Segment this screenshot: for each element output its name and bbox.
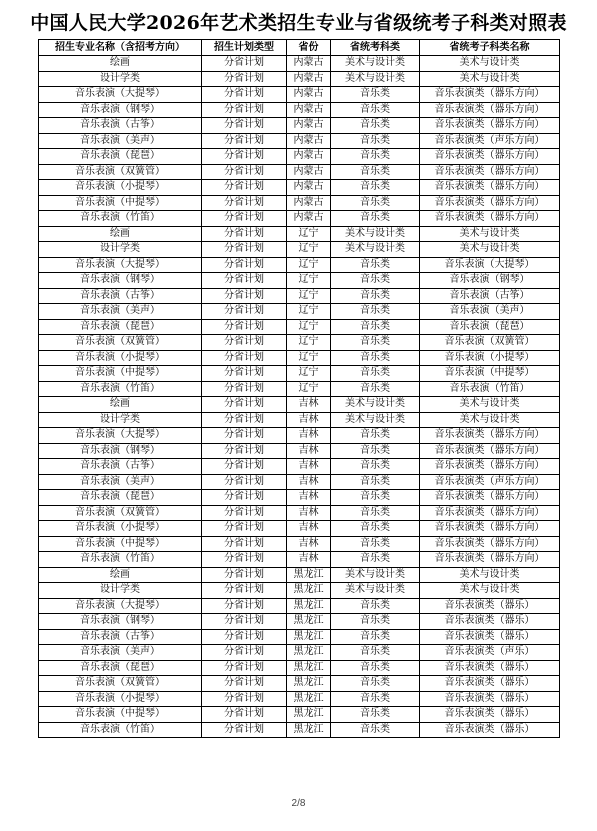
cell-major: 音乐表演（中提琴） xyxy=(39,195,202,211)
cell-exam-category: 美术与设计类 xyxy=(331,583,420,599)
cell-province: 吉林 xyxy=(287,412,331,428)
cell-major: 音乐表演（竹笛） xyxy=(39,722,202,738)
cell-exam-subcategory: 美术与设计类 xyxy=(420,226,560,242)
cell-exam-category: 音乐类 xyxy=(331,614,420,630)
cell-exam-category: 音乐类 xyxy=(331,149,420,165)
cell-exam-category: 音乐类 xyxy=(331,273,420,289)
cell-exam-category: 音乐类 xyxy=(331,722,420,738)
cell-province: 黑龙江 xyxy=(287,583,331,599)
table-row xyxy=(39,87,560,103)
cell-exam-category: 音乐类 xyxy=(331,319,420,335)
cell-plan-type: 分省计划 xyxy=(202,288,287,304)
cell-major: 音乐表演（双簧管） xyxy=(39,676,202,692)
cell-major: 设计学类 xyxy=(39,583,202,599)
table-row xyxy=(39,71,560,87)
cell-exam-category: 音乐类 xyxy=(331,164,420,180)
page-title: 中国人民大学2026年艺术类招生专业与省级统考子科类对照表 xyxy=(30,12,567,34)
cell-major: 音乐表演（小提琴） xyxy=(39,691,202,707)
table-row xyxy=(39,567,560,583)
cell-exam-category: 音乐类 xyxy=(331,180,420,196)
cell-plan-type: 分省计划 xyxy=(202,567,287,583)
cell-major: 设计学类 xyxy=(39,242,202,258)
table-row xyxy=(39,490,560,506)
cell-exam-subcategory: 音乐表演类（器乐方向） xyxy=(420,505,560,521)
cell-plan-type: 分省计划 xyxy=(202,660,287,676)
cell-major: 音乐表演（古筝） xyxy=(39,459,202,475)
cell-exam-category: 音乐类 xyxy=(331,676,420,692)
cell-exam-subcategory: 音乐表演类（器乐方向） xyxy=(420,118,560,134)
cell-exam-category: 音乐类 xyxy=(331,211,420,227)
cell-plan-type: 分省计划 xyxy=(202,242,287,258)
cell-province: 黑龙江 xyxy=(287,645,331,661)
cell-exam-subcategory: 音乐表演类（声乐方向） xyxy=(420,133,560,149)
cell-exam-category: 美术与设计类 xyxy=(331,242,420,258)
table-row xyxy=(39,598,560,614)
table-row xyxy=(39,614,560,630)
cell-major: 音乐表演（双簧管） xyxy=(39,335,202,351)
cell-exam-subcategory: 音乐表演类（器乐） xyxy=(420,691,560,707)
cell-exam-subcategory: 音乐表演类（器乐方向） xyxy=(420,180,560,196)
cell-plan-type: 分省计划 xyxy=(202,521,287,537)
cell-exam-subcategory: 音乐表演（古筝） xyxy=(420,288,560,304)
cell-plan-type: 分省计划 xyxy=(202,102,287,118)
table-row xyxy=(39,149,560,165)
cell-province: 黑龙江 xyxy=(287,660,331,676)
cell-major: 音乐表演（钢琴） xyxy=(39,614,202,630)
table-row xyxy=(39,242,560,258)
cell-plan-type: 分省计划 xyxy=(202,56,287,72)
cell-exam-subcategory: 音乐表演类（器乐方向） xyxy=(420,195,560,211)
cell-major: 音乐表演（古筝） xyxy=(39,118,202,134)
cell-plan-type: 分省计划 xyxy=(202,583,287,599)
cell-province: 内蒙古 xyxy=(287,149,331,165)
table-row xyxy=(39,629,560,645)
table-row xyxy=(39,722,560,738)
header-province: 省份 xyxy=(287,40,331,56)
cell-exam-subcategory: 音乐表演类（器乐） xyxy=(420,660,560,676)
table-row xyxy=(39,583,560,599)
cell-province: 辽宁 xyxy=(287,350,331,366)
cell-exam-category: 音乐类 xyxy=(331,645,420,661)
cell-province: 吉林 xyxy=(287,428,331,444)
table-row xyxy=(39,350,560,366)
cell-exam-subcategory: 音乐表演类（器乐方向） xyxy=(420,536,560,552)
cell-province: 辽宁 xyxy=(287,381,331,397)
cell-exam-category: 音乐类 xyxy=(331,521,420,537)
cell-major: 音乐表演（钢琴） xyxy=(39,273,202,289)
cell-exam-subcategory: 音乐表演（双簧管） xyxy=(420,335,560,351)
cell-province: 吉林 xyxy=(287,521,331,537)
cell-major: 音乐表演（美声） xyxy=(39,133,202,149)
table-row xyxy=(39,304,560,320)
cell-exam-category: 音乐类 xyxy=(331,87,420,103)
table-row xyxy=(39,180,560,196)
cell-province: 黑龙江 xyxy=(287,722,331,738)
cell-plan-type: 分省计划 xyxy=(202,257,287,273)
cell-province: 黑龙江 xyxy=(287,691,331,707)
cell-province: 辽宁 xyxy=(287,257,331,273)
cell-major: 音乐表演（琵琶） xyxy=(39,319,202,335)
cell-exam-subcategory: 音乐表演类（器乐方向） xyxy=(420,521,560,537)
table-row xyxy=(39,226,560,242)
cell-exam-category: 音乐类 xyxy=(331,552,420,568)
table-body xyxy=(39,56,560,738)
cell-plan-type: 分省计划 xyxy=(202,211,287,227)
cell-province: 辽宁 xyxy=(287,226,331,242)
cell-plan-type: 分省计划 xyxy=(202,490,287,506)
cell-major: 音乐表演（小提琴） xyxy=(39,521,202,537)
cell-exam-subcategory: 音乐表演（大提琴） xyxy=(420,257,560,273)
cell-province: 黑龙江 xyxy=(287,676,331,692)
cell-province: 辽宁 xyxy=(287,288,331,304)
cell-exam-subcategory: 音乐表演类（器乐方向） xyxy=(420,552,560,568)
cell-province: 内蒙古 xyxy=(287,211,331,227)
table-row xyxy=(39,211,560,227)
cell-major: 音乐表演（中提琴） xyxy=(39,536,202,552)
cell-plan-type: 分省计划 xyxy=(202,381,287,397)
cell-exam-subcategory: 音乐表演类（器乐方向） xyxy=(420,459,560,475)
header-exam-subcategory: 省统考子科类名称 xyxy=(420,40,560,56)
cell-province: 内蒙古 xyxy=(287,164,331,180)
cell-exam-category: 音乐类 xyxy=(331,459,420,475)
cell-exam-subcategory: 音乐表演类（器乐） xyxy=(420,629,560,645)
cell-exam-category: 美术与设计类 xyxy=(331,397,420,413)
cell-exam-category: 音乐类 xyxy=(331,660,420,676)
cell-province: 吉林 xyxy=(287,459,331,475)
cell-major: 音乐表演（中提琴） xyxy=(39,707,202,723)
cell-exam-subcategory: 美术与设计类 xyxy=(420,567,560,583)
cell-plan-type: 分省计划 xyxy=(202,226,287,242)
cell-plan-type: 分省计划 xyxy=(202,428,287,444)
table-row xyxy=(39,397,560,413)
cell-plan-type: 分省计划 xyxy=(202,707,287,723)
cell-province: 吉林 xyxy=(287,490,331,506)
cell-province: 吉林 xyxy=(287,505,331,521)
cell-exam-category: 美术与设计类 xyxy=(331,71,420,87)
cell-major: 音乐表演（双簧管） xyxy=(39,164,202,180)
cell-plan-type: 分省计划 xyxy=(202,505,287,521)
table-row xyxy=(39,474,560,490)
cell-exam-category: 音乐类 xyxy=(331,629,420,645)
cell-exam-subcategory: 美术与设计类 xyxy=(420,56,560,72)
table-row xyxy=(39,273,560,289)
cell-major: 音乐表演（钢琴） xyxy=(39,102,202,118)
cell-major: 设计学类 xyxy=(39,412,202,428)
cell-exam-subcategory: 音乐表演（中提琴） xyxy=(420,366,560,382)
cell-plan-type: 分省计划 xyxy=(202,149,287,165)
cell-major: 绘画 xyxy=(39,56,202,72)
cell-major: 音乐表演（竹笛） xyxy=(39,381,202,397)
cell-exam-category: 美术与设计类 xyxy=(331,567,420,583)
cell-plan-type: 分省计划 xyxy=(202,180,287,196)
cell-exam-category: 音乐类 xyxy=(331,598,420,614)
cell-plan-type: 分省计划 xyxy=(202,397,287,413)
cell-major: 音乐表演（琵琶） xyxy=(39,660,202,676)
cell-major: 音乐表演（大提琴） xyxy=(39,87,202,103)
cell-exam-subcategory: 音乐表演类（器乐） xyxy=(420,676,560,692)
cell-major: 音乐表演（竹笛） xyxy=(39,552,202,568)
cell-province: 辽宁 xyxy=(287,335,331,351)
cell-plan-type: 分省计划 xyxy=(202,319,287,335)
cell-province: 内蒙古 xyxy=(287,87,331,103)
cell-province: 辽宁 xyxy=(287,319,331,335)
cell-province: 黑龙江 xyxy=(287,598,331,614)
cell-plan-type: 分省计划 xyxy=(202,195,287,211)
cell-plan-type: 分省计划 xyxy=(202,614,287,630)
table-row xyxy=(39,505,560,521)
table-row xyxy=(39,660,560,676)
table-row xyxy=(39,443,560,459)
cell-exam-category: 音乐类 xyxy=(331,102,420,118)
cell-exam-category: 音乐类 xyxy=(331,505,420,521)
cell-major: 音乐表演（古筝） xyxy=(39,288,202,304)
comparison-table xyxy=(38,39,560,738)
cell-exam-category: 音乐类 xyxy=(331,707,420,723)
table-row xyxy=(39,536,560,552)
cell-exam-subcategory: 音乐表演类（器乐方向） xyxy=(420,443,560,459)
cell-province: 内蒙古 xyxy=(287,195,331,211)
table-row xyxy=(39,521,560,537)
cell-exam-category: 音乐类 xyxy=(331,691,420,707)
header-plan-type: 招生计划类型 xyxy=(202,40,287,56)
table-row xyxy=(39,366,560,382)
cell-exam-category: 音乐类 xyxy=(331,490,420,506)
cell-province: 辽宁 xyxy=(287,366,331,382)
cell-exam-category: 音乐类 xyxy=(331,474,420,490)
cell-plan-type: 分省计划 xyxy=(202,412,287,428)
cell-plan-type: 分省计划 xyxy=(202,722,287,738)
cell-exam-subcategory: 音乐表演类（器乐方向） xyxy=(420,149,560,165)
cell-exam-subcategory: 音乐表演（竹笛） xyxy=(420,381,560,397)
cell-major: 音乐表演（美声） xyxy=(39,645,202,661)
cell-exam-category: 美术与设计类 xyxy=(331,226,420,242)
cell-province: 吉林 xyxy=(287,536,331,552)
cell-province: 吉林 xyxy=(287,397,331,413)
cell-plan-type: 分省计划 xyxy=(202,536,287,552)
cell-plan-type: 分省计划 xyxy=(202,71,287,87)
page-number: 2/8 xyxy=(291,798,306,809)
cell-province: 内蒙古 xyxy=(287,56,331,72)
cell-plan-type: 分省计划 xyxy=(202,350,287,366)
cell-exam-subcategory: 音乐表演（美声） xyxy=(420,304,560,320)
table-row xyxy=(39,707,560,723)
cell-exam-category: 音乐类 xyxy=(331,443,420,459)
table-row xyxy=(39,195,560,211)
cell-exam-subcategory: 音乐表演类（器乐方向） xyxy=(420,102,560,118)
table-row xyxy=(39,102,560,118)
cell-exam-subcategory: 美术与设计类 xyxy=(420,242,560,258)
cell-plan-type: 分省计划 xyxy=(202,676,287,692)
cell-plan-type: 分省计划 xyxy=(202,366,287,382)
cell-province: 辽宁 xyxy=(287,304,331,320)
cell-plan-type: 分省计划 xyxy=(202,133,287,149)
cell-plan-type: 分省计划 xyxy=(202,552,287,568)
cell-exam-category: 美术与设计类 xyxy=(331,412,420,428)
cell-exam-category: 音乐类 xyxy=(331,335,420,351)
cell-province: 黑龙江 xyxy=(287,614,331,630)
table-row xyxy=(39,335,560,351)
cell-major: 音乐表演（大提琴） xyxy=(39,598,202,614)
table-row xyxy=(39,645,560,661)
cell-exam-subcategory: 音乐表演类（器乐方向） xyxy=(420,428,560,444)
cell-exam-category: 音乐类 xyxy=(331,304,420,320)
cell-exam-category: 音乐类 xyxy=(331,288,420,304)
cell-province: 吉林 xyxy=(287,443,331,459)
cell-exam-category: 音乐类 xyxy=(331,536,420,552)
cell-province: 吉林 xyxy=(287,474,331,490)
cell-major: 音乐表演（琵琶） xyxy=(39,149,202,165)
cell-province: 黑龙江 xyxy=(287,567,331,583)
table-row xyxy=(39,164,560,180)
cell-exam-subcategory: 音乐表演类（器乐） xyxy=(420,598,560,614)
cell-exam-subcategory: 音乐表演类（器乐方向） xyxy=(420,87,560,103)
table-row xyxy=(39,459,560,475)
cell-exam-subcategory: 美术与设计类 xyxy=(420,71,560,87)
cell-major: 音乐表演（大提琴） xyxy=(39,428,202,444)
cell-major: 音乐表演（美声） xyxy=(39,474,202,490)
cell-plan-type: 分省计划 xyxy=(202,459,287,475)
cell-plan-type: 分省计划 xyxy=(202,691,287,707)
cell-plan-type: 分省计划 xyxy=(202,304,287,320)
cell-major: 音乐表演（中提琴） xyxy=(39,366,202,382)
cell-major: 绘画 xyxy=(39,226,202,242)
cell-plan-type: 分省计划 xyxy=(202,335,287,351)
table-row xyxy=(39,412,560,428)
cell-exam-subcategory: 音乐表演类（声乐方向） xyxy=(420,474,560,490)
cell-plan-type: 分省计划 xyxy=(202,598,287,614)
table-row xyxy=(39,288,560,304)
table-row xyxy=(39,428,560,444)
table-row xyxy=(39,133,560,149)
cell-exam-category: 音乐类 xyxy=(331,118,420,134)
cell-province: 内蒙古 xyxy=(287,71,331,87)
cell-exam-category: 音乐类 xyxy=(331,195,420,211)
header-exam-category: 省统考科类 xyxy=(331,40,420,56)
cell-province: 辽宁 xyxy=(287,242,331,258)
cell-exam-category: 音乐类 xyxy=(331,133,420,149)
cell-province: 内蒙古 xyxy=(287,133,331,149)
header-major: 招生专业名称（含招考方向） xyxy=(39,40,202,56)
cell-exam-subcategory: 音乐表演类（器乐） xyxy=(420,707,560,723)
table-row xyxy=(39,552,560,568)
table-header-row xyxy=(39,40,560,56)
cell-exam-subcategory: 美术与设计类 xyxy=(420,412,560,428)
cell-major: 音乐表演（古筝） xyxy=(39,629,202,645)
table-row xyxy=(39,118,560,134)
cell-major: 音乐表演（琵琶） xyxy=(39,490,202,506)
cell-province: 黑龙江 xyxy=(287,707,331,723)
cell-exam-category: 音乐类 xyxy=(331,428,420,444)
cell-plan-type: 分省计划 xyxy=(202,87,287,103)
cell-exam-subcategory: 音乐表演类（器乐方向） xyxy=(420,211,560,227)
cell-exam-category: 音乐类 xyxy=(331,381,420,397)
cell-major: 绘画 xyxy=(39,567,202,583)
cell-plan-type: 分省计划 xyxy=(202,629,287,645)
cell-major: 绘画 xyxy=(39,397,202,413)
cell-plan-type: 分省计划 xyxy=(202,118,287,134)
cell-province: 辽宁 xyxy=(287,273,331,289)
cell-major: 音乐表演（双簧管） xyxy=(39,505,202,521)
cell-exam-subcategory: 音乐表演类（声乐） xyxy=(420,645,560,661)
cell-province: 内蒙古 xyxy=(287,102,331,118)
cell-major: 音乐表演（小提琴） xyxy=(39,180,202,196)
cell-exam-subcategory: 美术与设计类 xyxy=(420,397,560,413)
cell-major: 音乐表演（大提琴） xyxy=(39,257,202,273)
table-row xyxy=(39,676,560,692)
cell-exam-subcategory: 音乐表演（钢琴） xyxy=(420,273,560,289)
cell-province: 黑龙江 xyxy=(287,629,331,645)
cell-province: 内蒙古 xyxy=(287,118,331,134)
cell-exam-subcategory: 美术与设计类 xyxy=(420,583,560,599)
table-row xyxy=(39,319,560,335)
cell-exam-subcategory: 音乐表演（小提琴） xyxy=(420,350,560,366)
cell-province: 吉林 xyxy=(287,552,331,568)
table-row xyxy=(39,257,560,273)
cell-exam-subcategory: 音乐表演类（器乐方向） xyxy=(420,164,560,180)
table-row xyxy=(39,56,560,72)
cell-exam-subcategory: 音乐表演（琵琶） xyxy=(420,319,560,335)
cell-exam-category: 音乐类 xyxy=(331,350,420,366)
cell-exam-category: 音乐类 xyxy=(331,366,420,382)
cell-major: 设计学类 xyxy=(39,71,202,87)
cell-exam-subcategory: 音乐表演类（器乐） xyxy=(420,722,560,738)
table-row xyxy=(39,381,560,397)
cell-exam-category: 美术与设计类 xyxy=(331,56,420,72)
cell-province: 内蒙古 xyxy=(287,180,331,196)
cell-major: 音乐表演（小提琴） xyxy=(39,350,202,366)
cell-plan-type: 分省计划 xyxy=(202,474,287,490)
cell-plan-type: 分省计划 xyxy=(202,443,287,459)
table-row xyxy=(39,691,560,707)
cell-exam-subcategory: 音乐表演类（器乐方向） xyxy=(420,490,560,506)
cell-plan-type: 分省计划 xyxy=(202,645,287,661)
cell-exam-category: 音乐类 xyxy=(331,257,420,273)
cell-major: 音乐表演（美声） xyxy=(39,304,202,320)
cell-major: 音乐表演（竹笛） xyxy=(39,211,202,227)
cell-major: 音乐表演（钢琴） xyxy=(39,443,202,459)
cell-plan-type: 分省计划 xyxy=(202,273,287,289)
cell-plan-type: 分省计划 xyxy=(202,164,287,180)
cell-exam-subcategory: 音乐表演类（器乐） xyxy=(420,614,560,630)
